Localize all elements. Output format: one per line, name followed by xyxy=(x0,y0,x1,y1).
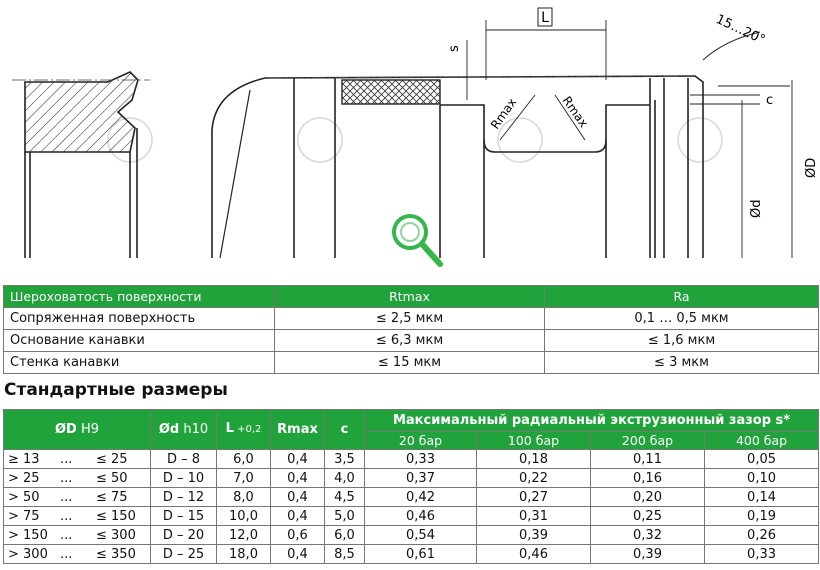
header-pressure: 100 бар xyxy=(477,432,591,450)
gap-value: 0,25 xyxy=(591,507,705,526)
dimension-c: c xyxy=(766,93,774,108)
surface-name: Сопряженная поверхность xyxy=(4,308,275,330)
range-dots: ... xyxy=(60,508,73,524)
range-to: ≤ 25 xyxy=(96,451,128,467)
diameter-range xyxy=(4,488,151,507)
surface-name: Основание канавки xyxy=(4,330,275,352)
gap-value: 0,46 xyxy=(477,545,591,564)
range-to: ≤ 350 xyxy=(96,546,136,562)
table-row xyxy=(4,352,819,374)
d-value: D – 10 xyxy=(151,469,217,488)
c-value: 5,0 xyxy=(325,507,365,526)
L-value: 7,0 xyxy=(217,469,271,488)
L-value: 6,0 xyxy=(217,450,271,469)
rmax-value: 0,6 xyxy=(271,526,325,545)
gap-value: 0,33 xyxy=(365,450,477,469)
gap-value: 0,11 xyxy=(591,450,705,469)
c-value: 4,5 xyxy=(325,488,365,507)
diameter-range xyxy=(4,450,151,469)
header-rtmax: Rtmax xyxy=(275,286,545,308)
diameter-range xyxy=(4,469,151,488)
diameter-range xyxy=(4,526,151,545)
dimension-L: L xyxy=(541,10,549,26)
gap-value: 0,14 xyxy=(705,488,819,507)
table-row xyxy=(4,469,819,488)
dimension-rmax-right: Rmax xyxy=(559,93,591,130)
range-dots: ... xyxy=(60,489,73,505)
rmax-value: 0,4 xyxy=(271,507,325,526)
technical-drawing xyxy=(0,0,820,282)
c-value: 8,5 xyxy=(325,545,365,564)
dimension-rmax-left: Rmax xyxy=(487,95,520,132)
c-value: 6,0 xyxy=(325,526,365,545)
rmax-value: 0,4 xyxy=(271,450,325,469)
range-from: > 75 xyxy=(8,508,40,524)
section-title: Стандартные размеры xyxy=(4,380,228,400)
diameter-range xyxy=(4,507,151,526)
header-d: Ød h10 xyxy=(151,410,217,450)
table-row xyxy=(4,308,819,330)
range-from: ≥ 13 xyxy=(8,451,40,467)
gap-value: 0,05 xyxy=(705,450,819,469)
gap-value: 0,20 xyxy=(591,488,705,507)
range-from: > 25 xyxy=(8,470,40,486)
d-value: D – 20 xyxy=(151,526,217,545)
rtmax-value: ≤ 15 мкм xyxy=(275,352,545,374)
gap-value: 0,39 xyxy=(477,526,591,545)
seal-ring xyxy=(342,80,440,104)
seal-profile xyxy=(12,72,150,258)
range-dots: ... xyxy=(60,527,73,543)
roughness-table xyxy=(3,285,819,374)
table-row xyxy=(4,330,819,352)
header-pressure: 400 бар xyxy=(705,432,819,450)
L-value: 10,0 xyxy=(217,507,271,526)
table-row xyxy=(4,450,819,469)
rmax-value: 0,4 xyxy=(271,488,325,507)
gap-value: 0,16 xyxy=(591,469,705,488)
dimension-angle: 15…20° xyxy=(713,12,768,48)
rmax-value: 0,4 xyxy=(271,545,325,564)
d-value: D – 12 xyxy=(151,488,217,507)
range-dots: ... xyxy=(60,470,73,486)
zoom-icon[interactable] xyxy=(394,216,440,264)
d-value: D – 25 xyxy=(151,545,217,564)
gap-value: 0,37 xyxy=(365,469,477,488)
groove-assembly xyxy=(212,76,703,258)
dimension-s: s xyxy=(447,45,462,52)
header-D: ØD H9 xyxy=(4,410,151,450)
table-row xyxy=(4,507,819,526)
range-dots: ... xyxy=(60,546,73,562)
gap-value: 0,31 xyxy=(477,507,591,526)
header-pressure: 200 бар xyxy=(591,432,705,450)
ra-value: 0,1 … 0,5 мкм xyxy=(545,308,819,330)
range-to: ≤ 300 xyxy=(96,527,136,543)
gap-value: 0,61 xyxy=(365,545,477,564)
rtmax-value: ≤ 6,3 мкм xyxy=(275,330,545,352)
header-surface: Шероховатость поверхности xyxy=(4,286,275,308)
d-value: D – 15 xyxy=(151,507,217,526)
range-to: ≤ 75 xyxy=(96,489,128,505)
c-value: 4,0 xyxy=(325,469,365,488)
table-row xyxy=(4,545,819,564)
gap-value: 0,22 xyxy=(477,469,591,488)
ra-value: ≤ 1,6 мкм xyxy=(545,330,819,352)
gap-value: 0,33 xyxy=(705,545,819,564)
range-to: ≤ 150 xyxy=(96,508,136,524)
table-row xyxy=(4,526,819,545)
header-c: c xyxy=(325,410,365,450)
header-pressure: 20 бар xyxy=(365,432,477,450)
L-value: 8,0 xyxy=(217,488,271,507)
gap-value: 0,26 xyxy=(705,526,819,545)
header-ra: Ra xyxy=(545,286,819,308)
gap-value: 0,46 xyxy=(365,507,477,526)
gap-value: 0,54 xyxy=(365,526,477,545)
ra-value: ≤ 3 мкм xyxy=(545,352,819,374)
range-dots: ... xyxy=(60,451,73,467)
L-value: 12,0 xyxy=(217,526,271,545)
surface-name: Стенка канавки xyxy=(4,352,275,374)
dimension-lines xyxy=(467,20,792,258)
gap-value: 0,10 xyxy=(705,469,819,488)
standard-sizes-table xyxy=(3,409,819,564)
gap-value: 0,39 xyxy=(591,545,705,564)
dimension-d: Ød xyxy=(749,199,764,218)
rmax-value: 0,4 xyxy=(271,469,325,488)
watermark-logos xyxy=(108,118,722,162)
range-from: > 300 xyxy=(8,546,48,562)
header-L: L +0,2 xyxy=(217,410,271,450)
gap-value: 0,32 xyxy=(591,526,705,545)
header-gap: Максимальный радиальный экструзионный зазор s* xyxy=(365,410,819,432)
gap-value: 0,19 xyxy=(705,507,819,526)
header-rmax: Rmax xyxy=(271,410,325,450)
table-row xyxy=(4,488,819,507)
c-value: 3,5 xyxy=(325,450,365,469)
L-value: 18,0 xyxy=(217,545,271,564)
dimension-D: ØD xyxy=(804,157,819,178)
diameter-range xyxy=(4,545,151,564)
rtmax-value: ≤ 2,5 мкм xyxy=(275,308,545,330)
range-from: > 50 xyxy=(8,489,40,505)
range-to: ≤ 50 xyxy=(96,470,128,486)
range-from: > 150 xyxy=(8,527,48,543)
gap-value: 0,27 xyxy=(477,488,591,507)
gap-value: 0,18 xyxy=(477,450,591,469)
gap-value: 0,42 xyxy=(365,488,477,507)
d-value: D – 8 xyxy=(151,450,217,469)
